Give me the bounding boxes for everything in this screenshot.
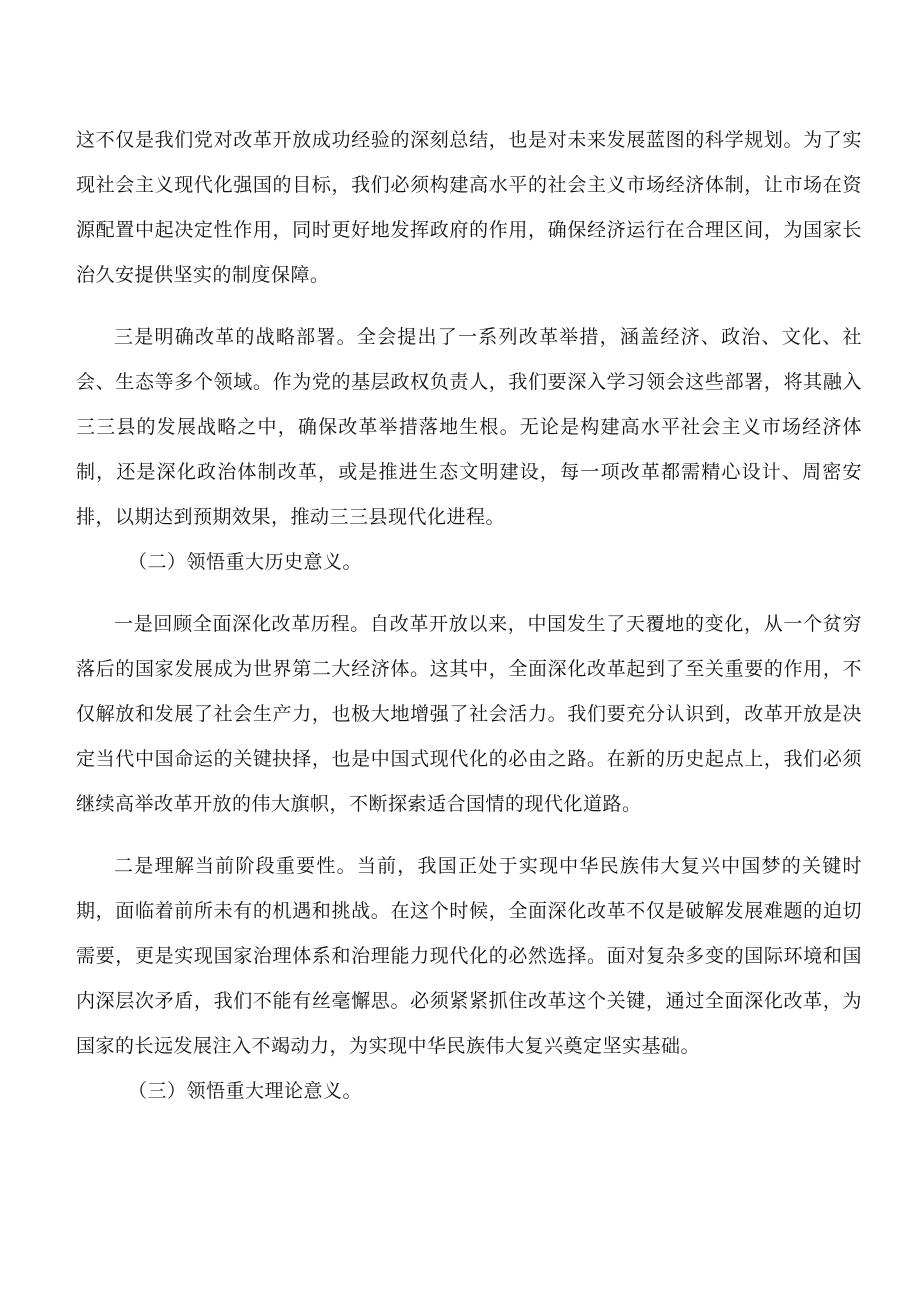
- section-heading: （二）领悟重大历史意义。: [128, 551, 363, 573]
- body-paragraph: 二是理解当前阶段重要性。当前，我国正处于实现中华民族伟大复兴中国梦的关键时期，面临着前所未有的机遇和挑战。在这个时候，全面深化改革不仅是破解发展难题的迫切需要，更是实现国家治理体系和治理能力现代化的必然选择。面对复杂多变的国际环境和国内深层次矛盾，我们不能有丝毫懈思。必须紧紧抓住改革这个关键，通过全面深化改革，为国家的长远发展注入不竭动力，为实现中华民族伟大复兴奠定坚实基础。: [76, 855, 862, 1057]
- document-body: [76, 118, 862, 1114]
- body-paragraph: 一是回顾全面深化改革历程。自改革开放以来，中国发生了天覆地的变化，从一个贫穷落后的国家发展成为世界第二大经济体。这其中，全面深化改革起到了至关重要的作用，不仅解放和发展了社会生产力，也极大地增强了社会活力。我们要充分认识到，改革开放是决定当代中国命运的关键抉择，也是中国式现代化的必由之路。在新的历史起点上，我们必须继续高举改革开放的伟大旗帜，不断探索适合国情的现代化道路。: [76, 613, 862, 815]
- body-paragraph: 三是明确改革的战略部署。全会提出了一系列改革举措，涵盖经济、政治、文化、社会、生态等多个领域。作为党的基层政权负责人，我们要深入学习领会这些部署，将其融入三三县的发展战略之中，确保改革举措落地生根。无论是构建高水平社会主义市场经济体制，还是深化政治体制改革，或是推进生态文明建设，每一项改革都需精心设计、周密安排，以期达到预期效果，推动三三县现代化进程。: [76, 326, 862, 528]
- body-paragraph: 这不仅是我们党对改革开放成功经验的深刻总结，也是对未来发展蓝图的科学规划。为了实现社会主义现代化强国的目标，我们必须构建高水平的社会主义市场经济体制，让市场在资源配置中起决定性作用，同时更好地发挥政府的作用，确保经济运行在合理区间，为国家长治久安提供坚实的制度保障。: [76, 129, 862, 286]
- section-heading: （三）领悟重大理论意义。: [128, 1080, 363, 1102]
